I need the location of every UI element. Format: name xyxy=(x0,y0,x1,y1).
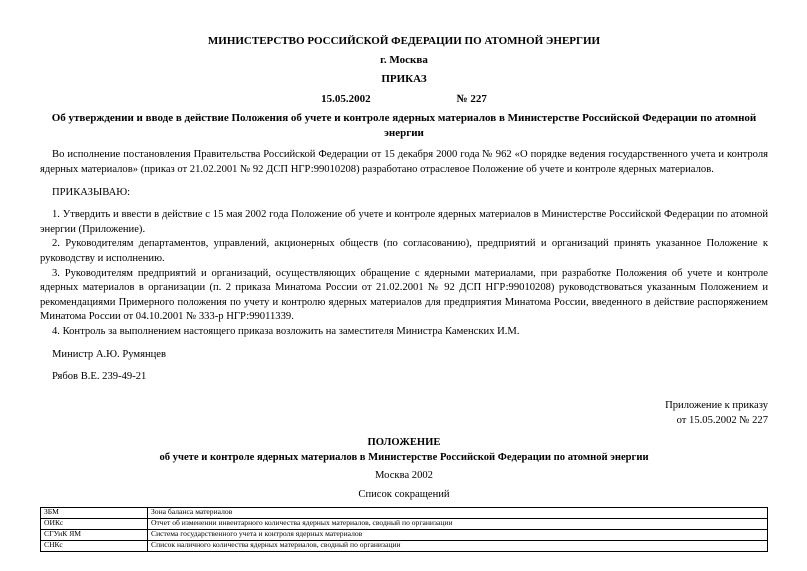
abbreviations-heading: Список сокращений xyxy=(358,488,450,500)
order-item-1: 1. Утвердить и ввести в действие с 15 мая 2002 года Положение об учете и контроле ядерных материалов в Министерстве Российской Федерации по атомной энергии (Приложение). xyxy=(40,209,768,235)
document-type: ПРИКАЗ xyxy=(381,73,427,86)
table-row xyxy=(41,518,768,529)
order-subject: Об утверждении и вводе в действие Положения об учете и контроле ядерных материалов в Министерстве Российской Федерации по атомной энергии xyxy=(51,111,757,139)
abbr-text: Зона баланса материалов xyxy=(148,507,768,518)
ministry-heading: МИНИСТЕРСТВО РОССИЙСКОЙ ФЕДЕРАЦИИ ПО АТОМНОЙ ЭНЕРГИИ xyxy=(207,35,601,47)
order-item-4: 4. Контроль за выполнением настоящего приказа возложить на заместителя Министра Каменских И.М. xyxy=(52,326,520,338)
table-row xyxy=(41,540,768,551)
abbr-code: ЗБМ xyxy=(41,507,148,518)
abbreviations-table xyxy=(40,507,768,552)
city-line: г. Москва xyxy=(380,54,428,67)
regulation-place-year: Москва 2002 xyxy=(375,470,433,482)
signature-line: Министр А.Ю. Румянцев xyxy=(52,348,166,360)
appendix-line-2: от 15.05.2002 № 227 xyxy=(676,414,768,426)
abbr-code: ОИКс xyxy=(41,518,148,529)
table-row xyxy=(41,529,768,540)
executor-line: Рябов В.Е. 239-49-21 xyxy=(52,371,147,383)
abbr-code: СНКс xyxy=(41,540,148,551)
table-row xyxy=(41,507,768,518)
order-word: ПРИКАЗЫВАЮ: xyxy=(52,186,131,198)
order-item-3: 3. Руководителям предприятий и организаций, осуществляющих обращение с ядерными материалами, при разработке Положения об учете и контроле ядерных материалов в организации (п. 2 приказа Минатома России от 21.02.2001 № 92 ДСП НГР:99010208) руководствоваться указанным Положением и рекомендациями Примерного положения по учету и контролю ядерных материалов для предприятия Минатома России, введенного в действие распоряжением Минатома России от 04.10.2001 № 333-р НГР:99011339. xyxy=(40,267,768,323)
intro-paragraph: Во исполнение постановления Правительства Российской Федерации от 15 декабря 2000 года № 962 «О порядке ведения государственного учета и контроля ядерных материалов» (приказ от 21.02.2001 № 92 ДСП НГР:99010208) разработано отраслевое Положение об учете и контроле ядерных материалов. xyxy=(40,149,768,175)
appendix-line-1: Приложение к приказу xyxy=(665,399,768,411)
date-number-line xyxy=(40,92,768,107)
abbr-text: Отчет об изменении инвентарного количества ядерных материалов, сводный по организации xyxy=(148,518,768,529)
abbr-text: Система государственного учета и контроля ядерных материалов xyxy=(148,529,768,540)
order-number: № 227 xyxy=(456,92,487,105)
regulation-title: ПОЛОЖЕНИЕ xyxy=(367,437,441,449)
order-item-2: 2. Руководителям департаментов, управлений, акционерных обществ (по согласованию), предприятий и организаций принять указанное Положение к руководству и исполнению. xyxy=(40,238,768,265)
abbr-text: Список наличного количества ядерных материалов, сводный по организации xyxy=(148,540,768,551)
document-page xyxy=(40,34,768,552)
order-date: 15.05.2002 xyxy=(321,92,371,105)
regulation-subtitle: об учете и контроле ядерных материалов в Министерстве Российской Федерации по атомной энергии xyxy=(159,451,649,463)
abbr-code: СГУиК ЯМ xyxy=(41,529,148,540)
appendix-reference xyxy=(40,399,768,428)
